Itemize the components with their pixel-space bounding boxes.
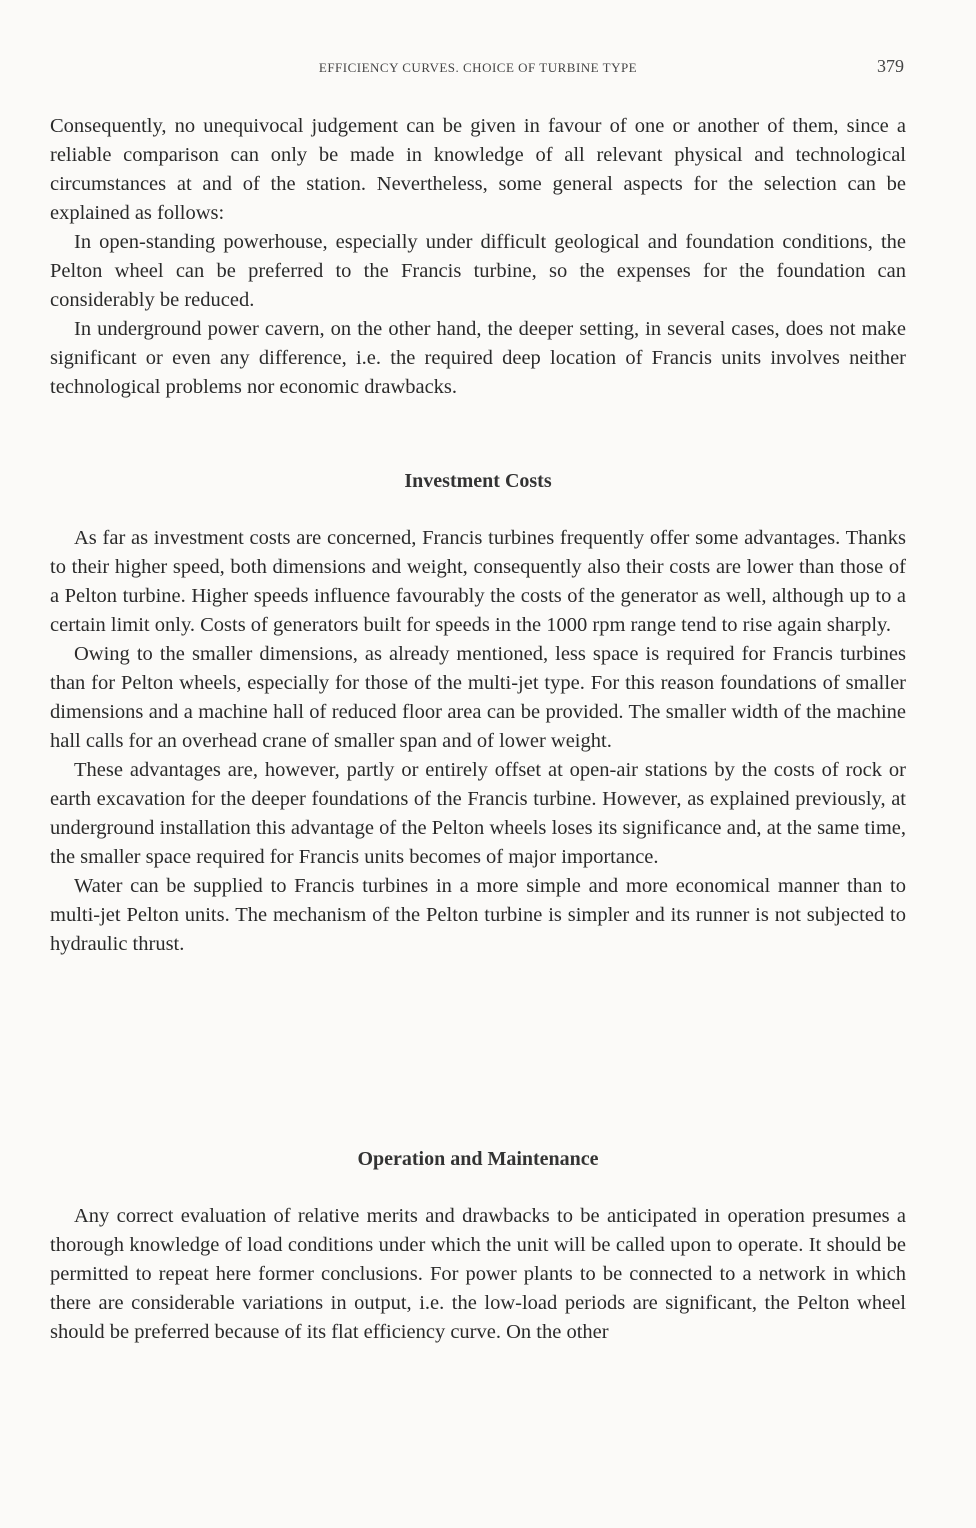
paragraph: Owing to the smaller dimensions, as already mentioned, less space is required for Francis turbines than for Pelton wheels, especially for those of the multi-jet type. For this reason foundations of smaller dimensions and a machine hall of reduced floor area can be provided. The smaller width of the machine hall calls for an overhead crane of smaller span and of lower weight. [50,643,906,752]
intro-text [50,112,906,402]
investment-text [50,524,906,959]
section-heading-operation: Operation and Maintenance [357,1148,599,1170]
page-number: 379 [877,56,904,76]
paragraph: Any correct evaluation of relative merits and drawbacks to be anticipated in operation presumes a thorough knowledge of load conditions under which the unit will be called upon to operate. It should be permitted to repeat here former conclusions. For power plants to be connected to a network in which there are considerable variations in output, i.e. the low-load periods are significant, the Pelton wheel should be preferred because of its flat efficiency curve. On the other [50,1205,906,1343]
paragraph: In open-standing powerhouse, especially under difficult geological and foundation conditions, the Pelton wheel can be preferred to the Francis turbine, so the expenses for the foundation can considerably be reduced. [50,231,906,311]
paragraph: Water can be supplied to Francis turbines in a more simple and more economical manner than to multi-jet Pelton units. The mechanism of the Pelton turbine is simpler and its runner is not subjected to hydraulic thrust. [50,875,906,955]
paragraph: Consequently, no unequivocal judgement can be given in favour of one or another of them, since a reliable comparison can only be made in knowledge of all relevant physical and technological circumstances at and of the station. Nevertheless, some general aspects for the selection can be explained as follows: [50,115,906,224]
paragraph: As far as investment costs are concerned, Francis turbines frequently offer some advantages. Thanks to their higher speed, both dimensions and weight, consequently also their costs are lower than those of a Pelton turbine. Higher speeds influence favourably the costs of the generator as well, although up to a certain limit only. Costs of generators built for speeds in the 1000 rpm range tend to rise again sharply. [50,527,906,636]
running-header [48,56,908,86]
running-title: EFFICIENCY CURVES. CHOICE OF TURBINE TYPE [318,60,638,75]
paragraph: These advantages are, however, partly or entirely offset at open-air stations by the costs of rock or earth excavation for the deeper foundations of the Francis turbine. However, as explained previously, at underground installation this advantage of the Pelton wheels loses its significance and, at the same time, the smaller space required for Francis units becomes of major importance. [50,759,906,868]
operation-text [50,1202,906,1347]
section-heading-investment: Investment Costs [404,470,552,492]
paragraph: In underground power cavern, on the other hand, the deeper setting, in several cases, does not make significant or even any difference, i.e. the required deep location of Francis units involves neither technological problems nor economic drawbacks. [50,318,906,398]
